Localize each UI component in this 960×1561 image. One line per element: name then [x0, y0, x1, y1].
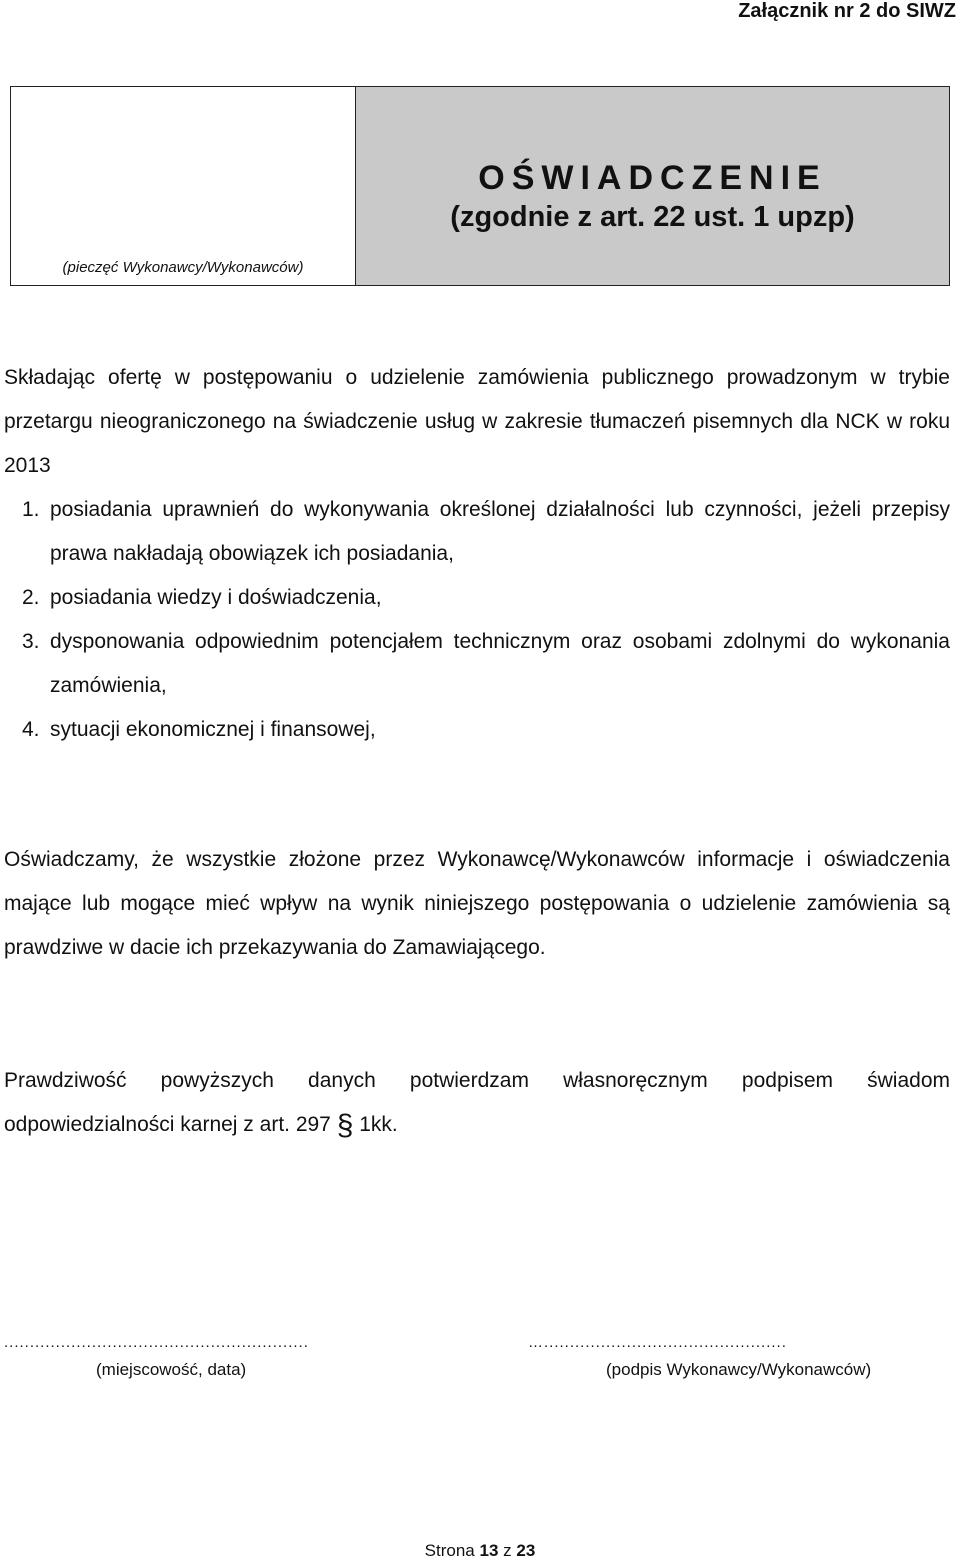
confirmation-paragraph	[4, 1059, 950, 1148]
list-item-number: 2.	[22, 586, 40, 609]
stamp-area	[11, 87, 356, 285]
list-item-text: posiadania uprawnień do wykonywania określonej działalności lub czynności, jeżeli przepisy prawa nakładają obowiązek ich posiadania,	[50, 498, 950, 565]
signature-line: …...............................................	[528, 1334, 787, 1351]
place-date-line: ...........................................................	[4, 1334, 309, 1351]
list-item-text: sytuacji ekonomicznej i finansowej,	[50, 718, 376, 741]
page-number: 13	[479, 1541, 499, 1560]
declaration-paragraph: Oświadczamy, że wszystkie złożone przez Wykonawcę/Wykonawców informacje i oświadczenia mające lub mogące mieć wpływ na wynik niniejszego postępowania o udzielenie zamówienia są prawdziwe w dacie ich przekazywania do Zamawiającego.	[4, 848, 950, 959]
list-item-number: 3.	[22, 630, 40, 653]
conditions-list	[22, 488, 950, 752]
list-item	[22, 708, 950, 752]
list-item-number: 4.	[22, 718, 40, 741]
section-sign: §	[336, 1109, 354, 1142]
signature-label: (podpis Wykonawcy/Wykonawców)	[606, 1360, 872, 1379]
attachment-label: Załącznik nr 2 do SIWZ	[738, 0, 956, 22]
stamp-caption: (pieczęć Wykonawcy/Wykonawców)	[62, 259, 304, 276]
header-box	[10, 86, 950, 286]
of-word: z	[503, 1541, 512, 1560]
list-item	[22, 620, 950, 708]
page-word: Strona	[424, 1541, 475, 1560]
page-footer	[0, 1541, 960, 1561]
place-date-label: (miejscowość, data)	[96, 1360, 247, 1379]
list-item-text: dysponowania odpowiednim potencjałem technicznym oraz osobami zdolnymi do wykonania zamówienia,	[50, 630, 950, 697]
title-area	[356, 87, 949, 285]
document-subtitle: (zgodnie z art. 22 ust. 1 upzp)	[450, 201, 855, 233]
list-item	[22, 576, 950, 620]
list-item-number: 1.	[22, 498, 40, 521]
confirmation-suffix: 1kk.	[359, 1113, 398, 1136]
confirmation-text: Prawdziwość powyższych danych potwierdzam własnoręcznym podpisem świadom odpowiedzialności karnej z art. 297	[4, 1069, 950, 1136]
page-total: 23	[516, 1541, 536, 1560]
list-item-text: posiadania wiedzy i doświadczenia,	[50, 586, 382, 609]
document-title: OŚWIADCZENIE	[478, 159, 827, 197]
intro-paragraph: Składając ofertę w postępowaniu o udzielenie zamówienia publicznego prowadzonym w trybie przetargu nieograniczonego na świadczenie usług w zakresie tłumaczeń pisemnych dla NCK w roku 2013	[4, 366, 950, 477]
list-item	[22, 488, 950, 576]
